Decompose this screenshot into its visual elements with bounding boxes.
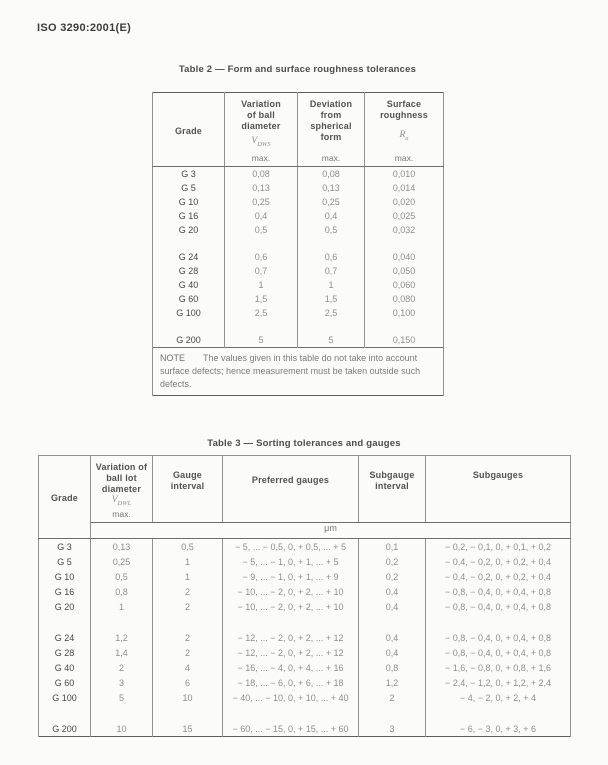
- preferred-cell: − 12, ... − 2, 0, + 2, ... + 12: [223, 630, 359, 645]
- subgauges-cell: − 0,4, − 0,2, 0, + 0,2, + 0,4: [426, 569, 571, 584]
- roughness-cell: 0,032: [365, 223, 444, 237]
- deviation-cell: 2,5: [298, 306, 365, 320]
- roughness-cell: 0,040: [365, 250, 444, 264]
- table-row: [153, 250, 444, 264]
- column-label: Subgauge: [369, 470, 415, 480]
- group-spacer-row: [39, 705, 571, 721]
- column-label: spherical form: [310, 121, 352, 142]
- symbol-vdws: $V_{DWS}$: [251, 135, 271, 148]
- max-label: max.: [394, 152, 414, 163]
- grade-cell: G 28: [153, 264, 225, 278]
- variation-cell: 0,08: [225, 167, 298, 182]
- column-label: diameter: [241, 121, 281, 131]
- grade-cell: G 40: [153, 278, 225, 292]
- grade-cell: G 10: [153, 195, 225, 209]
- table3-col-subgauge-interval: [359, 456, 426, 523]
- table-row: [153, 223, 444, 237]
- table-row: [153, 278, 444, 292]
- interval-cell: 1: [153, 569, 223, 584]
- interval-cell: 1: [153, 554, 223, 569]
- grade-cell: G 60: [153, 292, 225, 306]
- table-row: [153, 195, 444, 209]
- grade-cell: G 24: [39, 630, 91, 645]
- sub_interval-cell: 0,4: [359, 584, 426, 599]
- subgauges-cell: − 0,2, − 0,1, 0, + 0,1, + 0,2: [426, 539, 571, 555]
- deviation-cell: 0,4: [298, 209, 365, 223]
- table-row: [39, 721, 571, 737]
- grade-cell: G 16: [39, 584, 91, 599]
- table-row: [39, 539, 571, 555]
- grade-cell: G 5: [153, 181, 225, 195]
- preferred-cell: − 16, ... − 4, 0, + 4, ... + 16: [223, 660, 359, 675]
- column-label: interval: [375, 481, 409, 491]
- symbol-vdwl: $V_{DWL}$: [111, 495, 132, 507]
- sub_interval-cell: 0,2: [359, 569, 426, 584]
- group-spacer-row: [39, 614, 571, 630]
- variation-cell: 2: [91, 660, 153, 675]
- interval-cell: 6: [153, 675, 223, 690]
- preferred-cell: − 10, ... − 2, 0, + 2, ... + 10: [223, 584, 359, 599]
- variation-cell: 1: [91, 599, 153, 614]
- grade-cell: G 20: [39, 599, 91, 614]
- subgauges-cell: − 2,4, − 1,2, 0, + 1,2, + 2,4: [426, 675, 571, 690]
- column-label: Gauge: [172, 470, 202, 480]
- preferred-cell: − 9, ... − 1, 0, + 1, ... + 9: [223, 569, 359, 584]
- table-row: [153, 181, 444, 195]
- column-label: diameter: [101, 484, 142, 494]
- table3-col-subgauges: [426, 456, 571, 523]
- variation-cell: 0,8: [91, 584, 153, 599]
- max-label: max.: [251, 152, 271, 163]
- table2-col-variation: [225, 93, 298, 167]
- sub_interval-cell: 1,2: [359, 675, 426, 690]
- roughness-cell: 0,150: [365, 333, 444, 348]
- subgauges-cell: − 0,8, − 0,4, 0, + 0,4, + 0,8: [426, 584, 571, 599]
- grade-cell: G 28: [39, 645, 91, 660]
- roughness-cell: 0,100: [365, 306, 444, 320]
- roughness-cell: 0,020: [365, 195, 444, 209]
- preferred-cell: − 12, ... − 2, 0, + 2, ... + 12: [223, 645, 359, 660]
- table3-col-variation: [91, 456, 153, 523]
- sub_interval-cell: 0,8: [359, 660, 426, 675]
- table-sorting-tolerances-gauges: [38, 455, 571, 737]
- variation-cell: 1: [225, 278, 298, 292]
- variation-cell: 3: [91, 675, 153, 690]
- variation-cell: 0,13: [225, 181, 298, 195]
- sub_interval-cell: 0,2: [359, 554, 426, 569]
- table-row: [39, 645, 571, 660]
- table2-note-row: [153, 348, 444, 396]
- variation-cell: 0,25: [225, 195, 298, 209]
- variation-cell: 0,6: [225, 250, 298, 264]
- sub_interval-cell: 0,1: [359, 539, 426, 555]
- sub_interval-cell: 0,4: [359, 630, 426, 645]
- preferred-cell: − 60, ... − 15, 0, + 15, ... + 60: [223, 721, 359, 737]
- variation-cell: 5: [225, 333, 298, 348]
- deviation-cell: 0,5: [298, 223, 365, 237]
- subgauges-cell: − 1,6, − 0,8, 0, + 0,8, + 1,6: [426, 660, 571, 675]
- unit-label: μm: [91, 523, 571, 539]
- table-row: [153, 306, 444, 320]
- grade-cell: G 40: [39, 660, 91, 675]
- subgauges-cell: − 6, − 3, 0, + 3, + 6: [426, 721, 571, 737]
- grade-cell: G 200: [153, 333, 225, 348]
- interval-cell: 0,5: [153, 539, 223, 555]
- table-row: [153, 292, 444, 306]
- deviation-cell: 1: [298, 278, 365, 292]
- table-row: [39, 599, 571, 614]
- interval-cell: 2: [153, 645, 223, 660]
- column-label: interval: [170, 481, 205, 491]
- table3-col-gauge-interval: [153, 456, 223, 523]
- group-spacer-row: [153, 237, 444, 250]
- roughness-cell: 0,080: [365, 292, 444, 306]
- deviation-cell: 0,7: [298, 264, 365, 278]
- table-row: [39, 569, 571, 584]
- table-form-surface-roughness: [152, 92, 444, 396]
- column-label: Surface: [386, 99, 422, 109]
- column-label: Preferred gauges: [251, 475, 330, 485]
- table2-col-grade: [153, 93, 225, 167]
- table-note: [153, 348, 444, 396]
- table-row: [153, 167, 444, 182]
- column-label: Variation: [241, 99, 281, 109]
- interval-cell: 4: [153, 660, 223, 675]
- column-label: Grade: [50, 492, 78, 503]
- variation-cell: 0,7: [225, 264, 298, 278]
- grade-cell: G 10: [39, 569, 91, 584]
- table2-col-roughness: [365, 93, 444, 167]
- grade-cell: G 3: [153, 167, 225, 182]
- group-spacer-row: [153, 320, 444, 333]
- max-label: max.: [112, 508, 131, 519]
- interval-cell: 2: [153, 584, 223, 599]
- preferred-cell: − 40, ... − 10, 0, + 10, ... + 40: [223, 690, 359, 705]
- grade-cell: G 100: [39, 690, 91, 705]
- deviation-cell: 0,13: [298, 181, 365, 195]
- subgauges-cell: − 0,8, − 0,4, 0, + 0,4, + 0,8: [426, 599, 571, 614]
- variation-cell: 0,5: [225, 223, 298, 237]
- variation-cell: 1,4: [91, 645, 153, 660]
- table-row: [39, 584, 571, 599]
- symbol-ra: $R_a$: [399, 130, 409, 142]
- table2-header-row: [153, 93, 444, 167]
- table3-col-grade: [39, 456, 91, 539]
- column-label: ball lot: [106, 473, 137, 483]
- deviation-cell: 0,25: [298, 195, 365, 209]
- table-row: [39, 554, 571, 569]
- grade-cell: G 3: [39, 539, 91, 555]
- preferred-cell: − 10, ... − 2, 0, + 2, ... + 10: [223, 599, 359, 614]
- table-row: [39, 690, 571, 705]
- sub_interval-cell: 0,4: [359, 599, 426, 614]
- column-label: Variation of: [95, 462, 148, 472]
- preferred-cell: − 5, ... − 0,5, 0, + 0,5, ... + 5: [223, 539, 359, 555]
- column-label: roughness: [380, 110, 428, 120]
- table3-header-row: [39, 456, 571, 523]
- deviation-cell: 5: [298, 333, 365, 348]
- sub_interval-cell: 0,4: [359, 645, 426, 660]
- table-row: [153, 209, 444, 223]
- variation-cell: 1,5: [225, 292, 298, 306]
- sub_interval-cell: 3: [359, 721, 426, 737]
- subgauges-cell: − 0,8, − 0,4, 0, + 0,4, + 0,8: [426, 630, 571, 645]
- table-row: [153, 333, 444, 348]
- variation-cell: 0,5: [91, 569, 153, 584]
- column-label: Deviation from: [309, 99, 353, 120]
- preferred-cell: − 18, ... − 6, 0, + 6, ... + 18: [223, 675, 359, 690]
- table2-col-deviation: [298, 93, 365, 167]
- column-label: Subgauges: [472, 470, 524, 480]
- interval-cell: 15: [153, 721, 223, 737]
- roughness-cell: 0,010: [365, 167, 444, 182]
- subgauges-cell: − 0,8, − 0,4, 0, + 0,4, + 0,8: [426, 645, 571, 660]
- table3-unit-row: [39, 523, 571, 539]
- variation-cell: 2,5: [225, 306, 298, 320]
- variation-cell: 10: [91, 721, 153, 737]
- deviation-cell: 0,08: [298, 167, 365, 182]
- interval-cell: 2: [153, 599, 223, 614]
- table-row: [153, 264, 444, 278]
- grade-cell: G 24: [153, 250, 225, 264]
- deviation-cell: 0,6: [298, 250, 365, 264]
- note-label: NOTE: [160, 353, 186, 363]
- grade-cell: G 5: [39, 554, 91, 569]
- grade-cell: G 16: [153, 209, 225, 223]
- variation-cell: 0,25: [91, 554, 153, 569]
- document-reference: ISO 3290:2001(E): [37, 22, 132, 34]
- table-row: [39, 630, 571, 645]
- variation-cell: 5: [91, 690, 153, 705]
- column-label: of ball: [247, 110, 275, 120]
- variation-cell: 1,2: [91, 630, 153, 645]
- interval-cell: 10: [153, 690, 223, 705]
- roughness-cell: 0,025: [365, 209, 444, 223]
- column-label: Grade: [174, 125, 202, 136]
- variation-cell: 0,4: [225, 209, 298, 223]
- deviation-cell: 1,5: [298, 292, 365, 306]
- max-label: max.: [321, 153, 341, 163]
- grade-cell: G 200: [39, 721, 91, 737]
- roughness-cell: 0,050: [365, 264, 444, 278]
- grade-cell: G 100: [153, 306, 225, 320]
- sub_interval-cell: 2: [359, 690, 426, 705]
- subgauges-cell: − 4, − 2, 0, + 2, + 4: [426, 690, 571, 705]
- table3-col-preferred-gauges: [223, 456, 359, 523]
- preferred-cell: − 5, ... − 1, 0, + 1, ... + 5: [223, 554, 359, 569]
- subgauges-cell: − 0,4, − 0,2, 0, + 0,2, + 0,4: [426, 554, 571, 569]
- table2-caption: Table 2 — Form and surface roughness tolerances: [178, 64, 417, 75]
- table3-caption: Table 3 — Sorting tolerances and gauges: [207, 438, 401, 449]
- grade-cell: G 20: [153, 223, 225, 237]
- table-row: [39, 660, 571, 675]
- variation-cell: 0,13: [91, 539, 153, 555]
- roughness-cell: 0,060: [365, 278, 444, 292]
- grade-cell: G 60: [39, 675, 91, 690]
- table-row: [39, 675, 571, 690]
- note-text: The values given in this table do not take into account surface defects; hence measurement must be taken outside such defects.: [160, 353, 421, 390]
- interval-cell: 2: [153, 630, 223, 645]
- roughness-cell: 0,014: [365, 181, 444, 195]
